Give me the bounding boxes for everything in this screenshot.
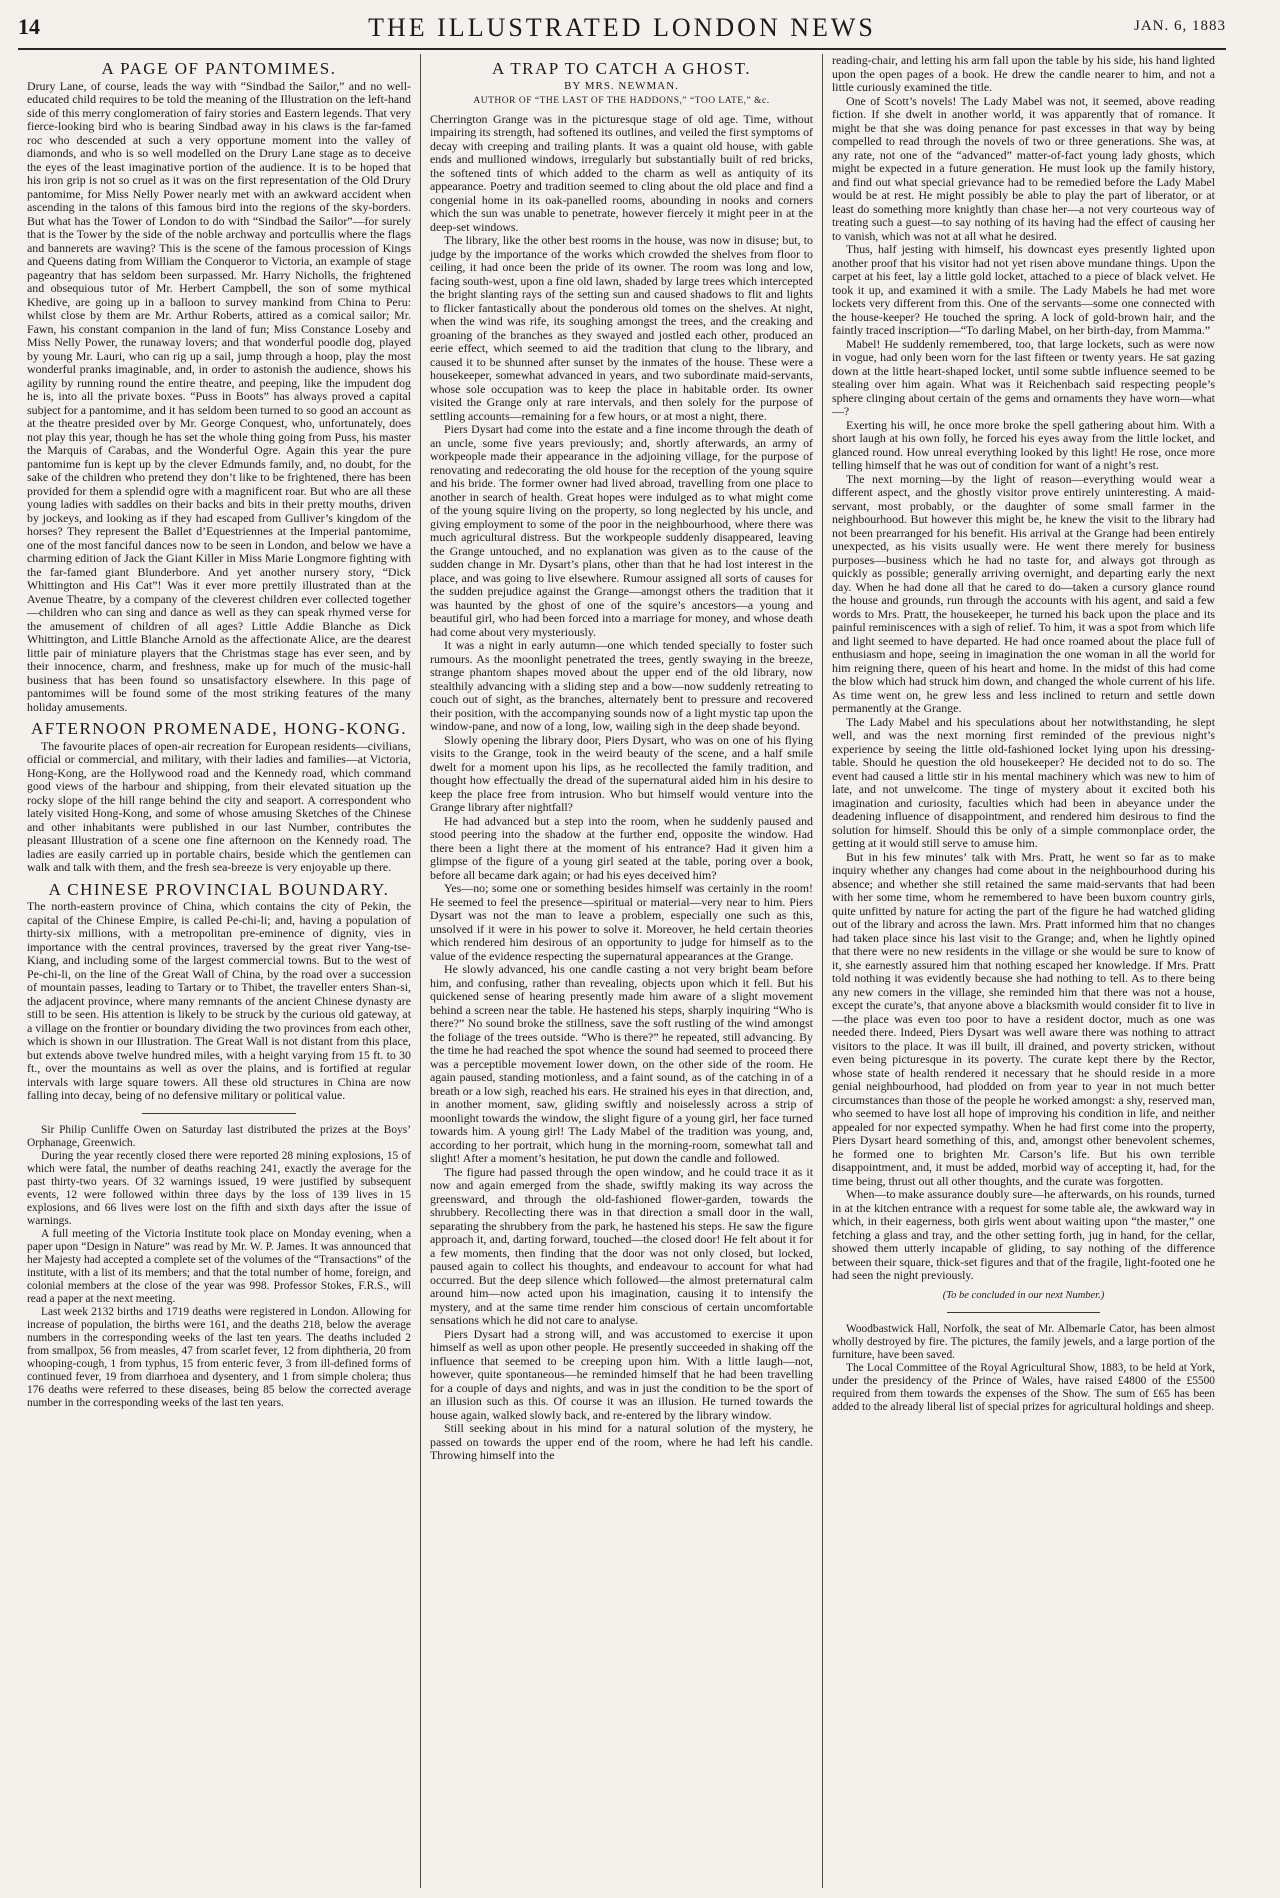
paragraph: Piers Dysart had come into the estate and a fine income through the death of an uncle, some five years previously; and, shortly afterwards, an army of workpeople made their appearance in the adjoining village, for the purpose of renovating and redecorating the old house for the reception of the young squire and his bride. The former owner had lived abroad, travelling from one place to another in search of health. Great hopes were indulged as to what might come of the young squire living on the property, so long neglected by his uncle, and giving employment to some of the poor in the neighbourhood, where there was much agricultural distress. But the workpeople suddenly disappeared, leaving the Grange untouched, and no explanation was given as to the cause of the sudden change in Mr. Dysart’s plans, other than that he had lost interest in the place, and was going to live elsewhere. Rumour assigned all sorts of causes for the sudden prejudice against the Grange—amongst others the tradition that it was haunted by the ghost of one of the squire’s ancestors—a young and beautiful girl, who had been forced into a marriage for money, and whose death had come about very mysteriously. [430,422,813,639]
article-pantomimes [27,80,411,715]
masthead [18,8,1226,50]
paragraph: It was a night in early autumn—one which tended specially to foster such rumours. As the moonlight penetrated the trees, gently swaying in the breeze, strange phantom shapes moved about the upper end of the old library, now stealthily advancing with a sliding step and a bow—now suddenly retreating to couch out of sight, as the branches, alternately bent to pressure and recovered their position, with the accompanying sounds now of a light mystic tap upon the window-pane, and now of a long, low, wailing sigh in the deep shade beyond. [430,638,813,733]
article-hongkong [27,740,411,875]
heading-boundary: A CHINESE PROVINCIAL BOUNDARY. [48,879,390,899]
paragraph: Piers Dysart had a strong will, and was accustomed to exercise it upon himself as well as upon other people. He presently succeeded in shaking off the influence that seemed to be creeping upon him. With a little laugh—not, however, quite spontaneous—he reminded himself that he had been travelling for a couple of days and nights, and was in just the condition to be the sport of an illusion such as this. Of course it was an illusion. He turned towards the house again, walked slowly back, and re-entered by the library window. [430,1326,813,1422]
divider [142,1113,296,1114]
article-ghost-story-continued [832,54,1215,1283]
column-middle [420,54,822,1888]
article-notes [832,1323,1215,1414]
heading-ghost-story: A TRAP TO CATCH A GHOST. [492,59,751,78]
article-boundary [27,900,411,1103]
paragraph: Thus, half jesting with himself, his downcast eyes presently lighted upon another proof that his visitor had not yet risen above mundane things. Upon the carpet at his feet, lay a little gold locket, attached to a piece of black velvet. He took it up, and examined it with a smile. The Lady Mabels he had met wore lockets very different from this. One of the servants—some one connected with the house-keeper? He touched the spring. A lock of gold-brown hair, and the faintly traced inscription—“To darling Mabel, on her birth-day, from Mamma.” [832,242,1215,337]
newspaper-page [18,8,1226,1888]
paragraph: When—to make assurance doubly sure—he afterwards, on his rounds, turned in at the kitchen entrance with a request for some table ale, the awkward way in which, in their eagerness, both girls went about waiting upon “the master,” one fetching a glass and tray, and the other setting forth, jug in hand, for the cellar, showed them utterly incapable of gliding, to say nothing of the difference between their square, thick-set figures and that of the fragile, light-footed one he had seen the night previously. [832,1187,1216,1282]
newspaper-title: THE ILLUSTRATED LONDON NEWS [368,13,876,42]
paragraph: Exerting his will, he once more broke the spell gathering about him. With a short laugh at his own folly, he forced his eyes away from the little locket, and glanced round. How unreal everything looked by this light! He rose, once more telling himself that he was out of condition for want of a night’s rest. [832,417,1215,472]
paragraph: A full meeting of the Victoria Institute took place on Monday evening, when a paper upon “Design in Nature” was read by Mr. W. P. James. It was announced that her Majesty had accepted a complete set of the volumes of the “Transactions” of the institute, with a list of its members; and that the total number of home, foreign, and colonial members at the close of the year was 998. Professor Stokes, F.R.S., will read a paper at the next meeting. [27,1227,411,1305]
column-left [18,54,420,1888]
paragraph: The favourite places of open-air recreation for European residents—civilians, official or commercial, and military, with their ladies and families—at Victoria, Hong-Kong, are the Hollywood road and the Kennedy road, which command good views of the harbour and shipping, from their elevated situation up the rocky slope of the hill range behind the city and seaport. A correspondent who lately visited Hong-Kong, and some of whose amusing Sketches of the Chinese and other inhabitants were published in our last Number, contributes the pleasant Illustration of a scene one fine afternoon on the Kennedy road. The ladies are easily carried up in portable chairs, beside which the gentlemen can walk and talk with them, and the fresh sea-breeze is very enjoyable up there. [27,738,411,874]
paragraph: The library, like the other best rooms in the house, was now in disuse; but, to judge by the importance of the works which crowded the shelves from floor to ceiling, it had once been the pride of its owner. The room was long and low, facing south-west, upon a fine old lawn, shaded by large trees which intercepted the bright slanting rays of the setting sun and caused shadows to flit and lights to flicker fantastically about the ponderous old tomes on the shelves. At night, when the wind was rife, its soughing amongst the trees, and the creaking and groaning of the branches as they swayed and jostled each other, produced an eerie effect, which seemed to aid the tradition that clung to the library, and caused it to be shunned after sunset by the inmates of the house. These were a housekeeper, somewhat advanced in years, and two subordinate maid-servants, whose sole occupation was to keep the place in habitable order. Its owner visited the Grange only at rare intervals, and then solely for the purpose of settling accounts—remaining for a few hours, or at most a night, there. [430,233,813,423]
issue-date: JAN. 6, 1883 [1133,18,1226,34]
page-number: 14 [18,14,40,39]
paragraph: Cherrington Grange was in the picturesque stage of old age. Time, without impairing its strength, had softened its outlines, and veiled the first symptoms of decay with creeping and trailing plants. It was a quaint old house, with gable ends and mullioned windows, irregularly but substantially built of red bricks, the softened tints of which added to the charm as well as antiquity of its appearance. Poetry and tradition seemed to cling about the old place and find a congenial home in its oak-panelled rooms, abounding in nooks and corners which the sun was unable to penetrate, however fiercely it might peer in at the deep-set windows. [430,111,813,234]
heading-pantomimes: A PAGE OF PANTOMIMES. [101,59,337,78]
paragraph: Still seeking about in his mind for a natural solution of the mystery, he passed on towards the upper end of the room, where he had left his candle. Throwing himself into the [430,1421,813,1462]
paragraph: He had advanced but a step into the room, when he suddenly paused and stood peering into the shadow at the further end, opposite the window. Had there been a light there at the moment of his entrance? Had it given him a glimpse of the figure of a young girl seated at the table, poring over a book, before all became dark again; or had his eyes deceived him? [430,813,813,882]
paragraph: Woodbastwick Hall, Norfolk, the seat of Mr. Albemarle Cator, has been almost wholly destroyed by fire. The pictures, the family jewels, and a large portion of the furniture, have been saved. [832,1323,1215,1361]
paragraph: The next morning—by the light of reason—everything would wear a different aspect, and the ghostly visitor prove entirely uninteresting. A maid-servant, most probably, or the daughter of some small farmer in the neighbourhood. But however this might be, he knew the visit to the library had not been prearranged for his benefit. His arrival at the Grange had been entirely unexpected, as his visits usually were. He went there merely for business purposes—business which he had no taste for, and always got through as quickly as possible; generally arriving overnight, and departing early the next day. When he had done all that he cared to do—taken a cursory glance round the house and grounds, run through the accounts with his agent, and said a few words to Mrs. Pratt, the housekeeper, he turned his back upon the place and its painful reminiscences with a sigh of relief. To him, it was a spot from which life and light seemed to have departed. He had once roamed about the place full of enthusiasm and hope, seeing in imagination the one woman in all the world for him reigning there, queen of his heart and home. In the midst of this had come the blow which had struck him down, and changed the whole current of his life. As time went on, he grew less and less inclined to return and settle down permanently at the Grange. [832,471,1215,715]
paragraph: During the year recently closed there were reported 28 mining explosions, 15 of which were fatal, the number of deaths reaching 241, exactly the average for the past thirty-two years. Of 32 warnings issued, 19 were justified by subsequent events, 12 were followed within three days by the loss of 139 lives in 15 explosions, and 66 lives were lost on the fifth and sixth days after the issue of warnings. [27,1149,411,1227]
paragraph: One of Scott’s novels! The Lady Mabel was not, it seemed, above reading fiction. If she dwelt in another world, it was apparently that of romance. It might be that she was doing penance for past excesses in that way by being compelled to read through the novels of two or three generations. She was, at any rate, not one of the “advanced” matter-of-fact young lady ghosts, which might be expected in a future generation. He must look up the family history, and find out what special grievance had to be remedied before the Lady Mabel would be at rest. He might possibly be able to play the part of liberator, or at least do something more knightly than chase her—a not very courteous way of treating such a guest—to say nothing of its having had the effect of causing her to vanish, which was not at all what he desired. [832,93,1215,243]
paragraph: He slowly advanced, his one candle casting a not very bright beam before him, and confusing, rather than revealing, objects upon which it fell. But his quickened sense of hearing presently made him aware of a slight movement behind a screen near the table. He hastened his steps, sharply inquiring “Who is there?” No sound broke the stillness, save the soft rustling of the wind amongst the foliage of the trees outside. “Who is there?” he repeated, still advancing. By the time he had reached the spot whence the sound had seemed to proceed there was a perceptible movement lower down, on the other side of the room. He again paused, standing motionless, and a faint sound, as of the catching in of a breath or a low sigh, reached his ears. He strained his eyes in that direction, and, in another moment, saw, gliding swiftly and noiselessly across a strip of moonlight towards the window, the slight figure of a young girl, her face turned towards him. A young girl! The Lady Mabel of the tradition was young, and, according to her portrait, which hung in the morning-room, somewhat tall and slight! After a moment’s hesitation, he put down the candle and followed. [430,962,813,1165]
paragraph: Slowly opening the library door, Piers Dysart, who was on one of his flying visits to the Grange, took in the weird beauty of the scene, and a half smile dwelt for a moment upon his lips, as he recollected the family tradition, and thought how effectually the dread of the supernatural aided him in his desire to keep the place free from intrusion. Who but himself would venture into the Grange library after nightfall? [430,732,813,814]
article-ghost-story [430,113,813,1463]
byline: BY MRS. NEWMAN. [564,79,679,92]
paragraph: Yes—no; some one or something besides himself was certainly in the room! He seemed to feel the presence—spiritual or material—very near to him. Piers Dysart was not the man to leave a problem, especially one such as this, unsolved if it were in his power to solve it. Moreover, he held certain theories which rendered him desirous of an opportunity to judge for himself as to the value of the evidence respecting the supernatural appearances at the Grange. [430,881,813,963]
paragraph: But in his few minutes’ talk with Mrs. Pratt, he went so far as to make inquiry whether any changes had come about in the neighbourhood during his absence; and whether she still retained the same maid-servants that had been with her some time, whom he remembered to have been buxom country girls, quite unfitted by nature for acting the part of the figure he had watched gliding out of the library and across the lawn. Mrs. Pratt informed him that no changes had taken place since his last visit to the Grange; and, when he lightly opined that there were no new residents in the village or she would be sure to know of it, she earnestly assured him that nothing escaped her knowledge. If Mrs. Pratt told nothing it was evidently because she had nothing to tell. As to there being any new comers in the village, she reminded him that there was not a house, except the curate’s, that anyone above a blacksmith would consider fit to live in—the place was even too poor to have a resident doctor, much as one was needed there. Indeed, Piers Dysart was well aware there was nothing to attract visitors to the place. It was ill built, ill drained, and poverty stricken, without even being picturesque in its poverty. The curate kept there by the Rector, whose state of health rendered it necessary that he should reside in a more genial neighbourhood, had plodded on from year to year in not much better circumstances than those of the people he worked amongst: a shy, reserved man, who seemed to have lost all hope of improving his condition in life, and neither appealed for nor expected sympathy. When he had first come into the property, Piers Dysart heard something of this, and, amongst other benevolent schemes, he formed one to brighten Mr. Carson’s life. But his own terrible disappointment, and, it must be added, morbid way of accepting it, had, for the time being, thrust out all other thoughts, and the curate was forgotten. [832,849,1215,1188]
column-right [822,54,1224,1888]
paragraph: The Lady Mabel and his speculations about her notwithstanding, he slept well, and was the next morning first reminded of the previous night’s experience by seeing the little old-fashioned locket lying upon his dressing-table. Should he question the old housekeeper? He decided not to do so. The event had caused a little stir in his mental machinery which was new to him of late, and not unwelcome. The tinge of mystery about it excited both his imagination and curiosity, faculties which had been in abeyance under the deadening influence of disappointment, and rendered him desirous to find the solution for himself. Should this be only of a simple commonplace order, the getting at it would still serve to amuse him. [832,714,1215,850]
paragraph: Mabel! He suddenly remembered, too, that large lockets, such as were now in vogue, had only been worn for the last fifteen or twenty years. He sat gazing down at the little heart-shaped locket, until some subtle influence seemed to be stealing over him again. What was it Reichenbach said respecting people’s sphere clinging about certain of the gems and ornaments they have worn—what—? [832,336,1215,418]
columns [18,54,1226,1888]
heading-hongkong: AFTERNOON PROMENADE, HONG-KONG. [30,719,408,738]
divider [947,1312,1100,1313]
paragraph: The Local Committee of the Royal Agricultural Show, 1883, to be held at York, under the presidency of the Prince of Wales, have raised £4800 of the £5500 required from them towards the expenses of the Show. The sum of £65 has been added to the already liberal list of special prizes for agricultural holdings and sheep. [832,1362,1215,1413]
article-misc [27,1124,411,1410]
author-credits: AUTHOR OF “THE LAST OF THE HADDONS,” “TOO LATE,” &c. [473,96,770,106]
paragraph: reading-chair, and letting his arm fall upon the table by his side, his hand lighted upon the open pages of a book. He drew the candle nearer to him, and not a little curiously examined the title. [832,54,1215,94]
paragraph: Sir Philip Cunliffe Owen on Saturday last distributed the prizes at the Boys’ Orphanage, Greenwich. [27,1123,411,1149]
paragraph: The north-eastern province of China, which contains the city of Pekin, the capital of the Chinese Empire, is called Pe-chi-li; and, having a population of thirty-six millions, with a metropolitan pre-eminence of dignity, vies in importance with the central provinces, traversed by the great river Yang-tse-Kiang, and including some of the largest commercial towns. But to the west of Pe-chi-li, on the line of the Great Wall of China, by the road over a succession of mountain passes, leading to Tartary or to Thibet, the traveller enters Shan-si, the adjacent province, where many remnants of the ancient Chinese dynasty are still to be seen. His attention is likely to be struck by the curious old gateway, at a village on the frontier or boundary dividing the two provinces from each other, which is shown in our Illustration. The Great Wall is not distant from this place, but extends above twelve hundred miles, with a height varying from 15 ft. to 30 ft., over the mountains as well as over the plains, and is fortified at regular intervals with large square towers. All these old structures in China are now falling into decay, being of no defensive military or political value. [27,899,411,1102]
continuation-note: (To be concluded in our next Number.) [942,1289,1105,1301]
paragraph: Last week 2132 births and 1719 deaths were registered in London. Allowing for increase of population, the births were 161, and the deaths 218, below the average numbers in the corresponding weeks of the last ten years. The deaths included 2 from smallpox, 56 from measles, 47 from scarlet fever, 12 from diphtheria, 20 from whooping-cough, 1 from typhus, 15 from enteric fever, 3 from ill-defined forms of continued fever, 19 from diarrhoea and dysentery, and 1 from simple cholera; thus 176 deaths were referred to these diseases, being 85 below the corrected average number in the corresponding weeks of the last ten years. [27,1305,411,1409]
paragraph: Drury Lane, of course, leads the way with “Sindbad the Sailor,” and no well-educated child requires to be told the meaning of the Illustration on the left-hand side of this merry conglomeration of fairy stories and Eastern legends. That very fierce-looking bird who is bearing Sindbad away in his claws is the far-famed roc who descended at such a very opportune moment into the valley of diamonds, and who is so well modelled on the Drury Lane stage as to deceive the eyes of the least imaginative portion of the audience. It is to be hoped that his iron grip is not so cruel as it was on the first representation of the Old Drury pantomime, for Miss Nelly Power nearly met with an awkward accident when ascending in the talons of this famous bird into the regions of the sky-borders. But what has the Tower of London to do with “Sindbad the Sailor”—for surely that is the Tower by the side of the noble archway and portcullis where the flags and bannerets are waving? This is the scene of the famous procession of Kings and Queens dating from William the Conqueror to Victoria, an example of stage pageantry that has seldom been surpassed. Mr. Harry Nicholls, the frightened and obsequious tutor of Mr. Herbert Campbell, the son of some mythical Khedive, are going up in a balloon to survey mankind from China to Peru: whilst close by them are Mr. Arthur Roberts, attired as a comical sailor; Mr. Fawn, his constant companion in the land of fun; Miss Constance Loseby and Miss Nelly Power, the runaway lovers; and that wonderful poodle dog, played by young Mr. Lauri, who can rig up a sail, jump through a hoop, play the most wonderful pranks imaginable, and, in order to astonish the audience, shows his agility by running round the entire theatre, and peeping, like the impudent dog he is, into all the private boxes. “Puss in Boots” has always proved a capital subject for a pantomime, and it has seldom been turned to so good an account as at the theatre presided over by Mr. George Conquest, who, unfortunately, does not play this year, though he has set the whole thing going from Puss, his master the Marquis of Carabas, and the Wonderful Ogre. Again this year the pure pantomime fun is kept up by the clever Edmunds family, and, no doubt, for the sake of the children who pretend they don’t like to be frightened, there has been provided for them a splendid ogre with a magnificent roar. But who are all these young ladies with saddles on their backs and bits in their pretty mouths, driven by jockeys, and looking as if they had escaped from Gulliver’s kingdom of the horses? They represent the Ballet d’Equestriennes at the Imperial pantomime, one of the most fanciful dances now to be seen in London, and below we have a charming edition of Jack the Giant Killer in Miss Marie Longmore fighting with the far-famed giant Blunderbore. And yet another nursery story, “Dick Whittington and His Cat”! Was it ever more prettily illustrated than at the Avenue Theatre, by a company of the cleverest children ever collected together—children who can sing and dance as well as they can speak rhymed verse for the amusement of children of all ages? Little Addie Blanche as Dick Whittington, and Little Blanche Arnold as the affectionate Alice, are the dearest little pair of miniature players that the Christmas stage has ever seen, and by their innocence, charm, and freshness, make up for much of the music-hall business that has been found so unsatisfactory elsewhere. In this page of pantomimes will be found some of the most striking features of the many holiday amusements. [27,78,411,714]
paragraph: The figure had passed through the open window, and he could trace it as it now and again emerged from the shade, swiftly making its way across the greensward, and through the old-fashioned flower-garden, towards the shrubbery. Recollecting there was in that direction a small door in the wall, separating the shrubbery from the park, he hastened his steps. He saw the figure approach it, and, darting forward, touched—the closed door! He felt about it for a few moments, then finding that the door was not only closed, but locked, paused again to collect his thoughts, and endeavour to account for what had occurred. But the deep silence which followed—the almost preternatural calm around him—now acted upon his imagination, causing it to intensify the mystery, and at the same time render him conscious of certain uncomfortable sensations which he did not care to analyse. [430,1164,813,1327]
